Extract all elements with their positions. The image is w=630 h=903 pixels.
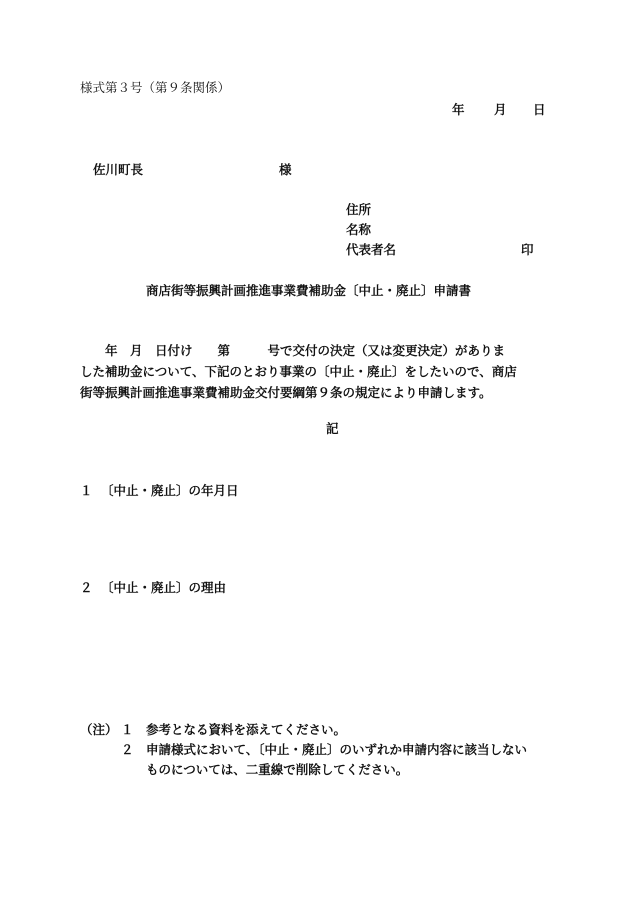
note-2-continuation: ものについては、二重線で削除してください。 [146, 762, 409, 777]
document-title: 商店街等振興計画推進事業費補助金〔中止・廃止〕申請書 [146, 283, 472, 298]
addressee-honorific: 様 [279, 162, 292, 177]
addressee-name: 佐川町長 [93, 162, 144, 177]
item-1-text: 〔中止・廃止〕の年月日 [101, 483, 239, 498]
body-line-2: した補助金について、下記のとおり事業の〔中止・廃止〕をしたいので、商店 [80, 364, 517, 379]
item-1-number: １ [80, 483, 93, 498]
date-day: 日 [533, 102, 546, 117]
notes-label: （注） [80, 722, 118, 737]
body-line-3: 街等振興計画推進事業費補助金交付要綱第９条の規定により申請します。 [80, 385, 492, 400]
name-label: 名称 [346, 222, 372, 237]
ki-heading: 記 [326, 421, 339, 436]
date-month: 月 [494, 102, 507, 117]
representative-label: 代表者名 [346, 242, 397, 257]
body-line-1: 年 月 日付け 第 号で交付の決定（又は変更決定）がありま [80, 343, 506, 358]
item-2-text: 〔中止・廃止〕の理由 [101, 580, 227, 595]
note-2-number: ２ [121, 742, 134, 757]
form-number: 様式第３号（第９条関係） [80, 80, 231, 95]
note-1-text: 参考となる資料を添えてください。 [146, 722, 347, 737]
note-2-text: 申請様式において、〔中止・廃止〕のいずれか申請内容に該当しない [146, 742, 528, 757]
note-1-number: １ [121, 722, 134, 737]
date-year: 年 [452, 102, 465, 117]
item-2-number: ２ [80, 580, 93, 595]
address-label: 住所 [346, 202, 372, 217]
seal-mark: 印 [521, 242, 534, 257]
